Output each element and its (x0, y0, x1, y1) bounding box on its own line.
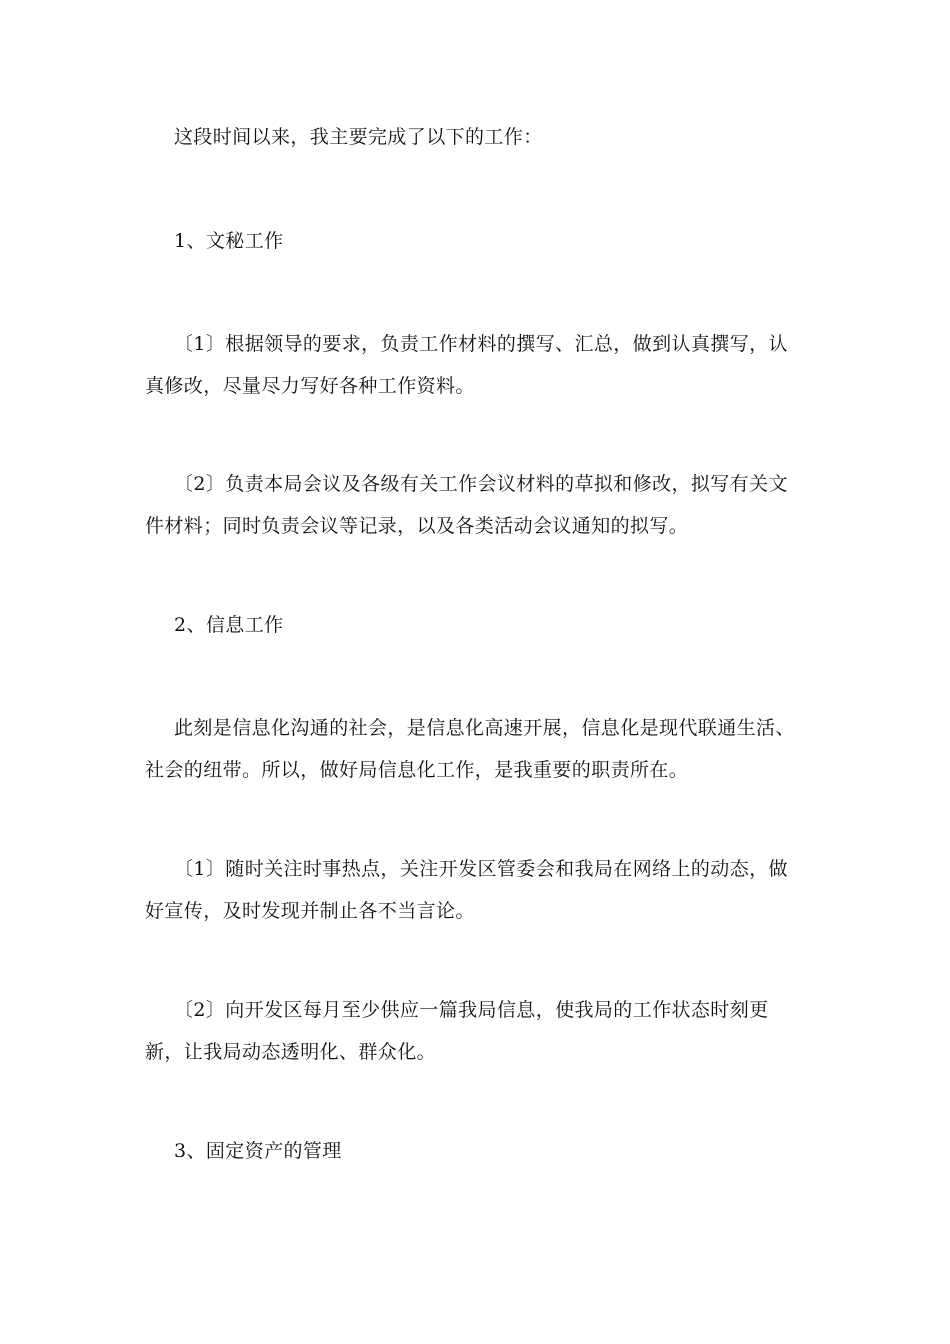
item-paragraph-1-2: 〔2〕负责本局会议及各级有关工作会议材料的草拟和修改，拟写有关文件材料；同时负责会议等记录，以及各类活动会议通知的拟写。 (145, 473, 788, 537)
item-paragraph-1-1: 〔1〕根据领导的要求，负责工作材料的撰写、汇总，做到认真撰写，认真修改，尽量尽力写好各种工作资料。 (145, 333, 788, 397)
section-heading-3: 3、固定资产的管理 (174, 1140, 342, 1162)
item-paragraph-2-1: 〔1〕随时关注时事热点，关注开发区管委会和我局在网络上的动态，做好宣传，及时发现并制止各不当言论。 (145, 858, 788, 922)
info-intro-paragraph: 此刻是信息化沟通的社会，是信息化高速开展，信息化是现代联通生活、社会的纽带。所以，做好局信息化工作，是我重要的职责所在。 (145, 717, 795, 781)
intro-paragraph: 这段时间以来，我主要完成了以下的工作： (174, 126, 543, 148)
item-paragraph-2-2: 〔2〕向开发区每月至少供应一篇我局信息，使我局的工作状态时刻更新，让我局动态透明化、群众化。 (145, 999, 769, 1063)
section-heading-2: 2、信息工作 (174, 614, 284, 636)
section-heading-1: 1、文秘工作 (174, 230, 284, 252)
